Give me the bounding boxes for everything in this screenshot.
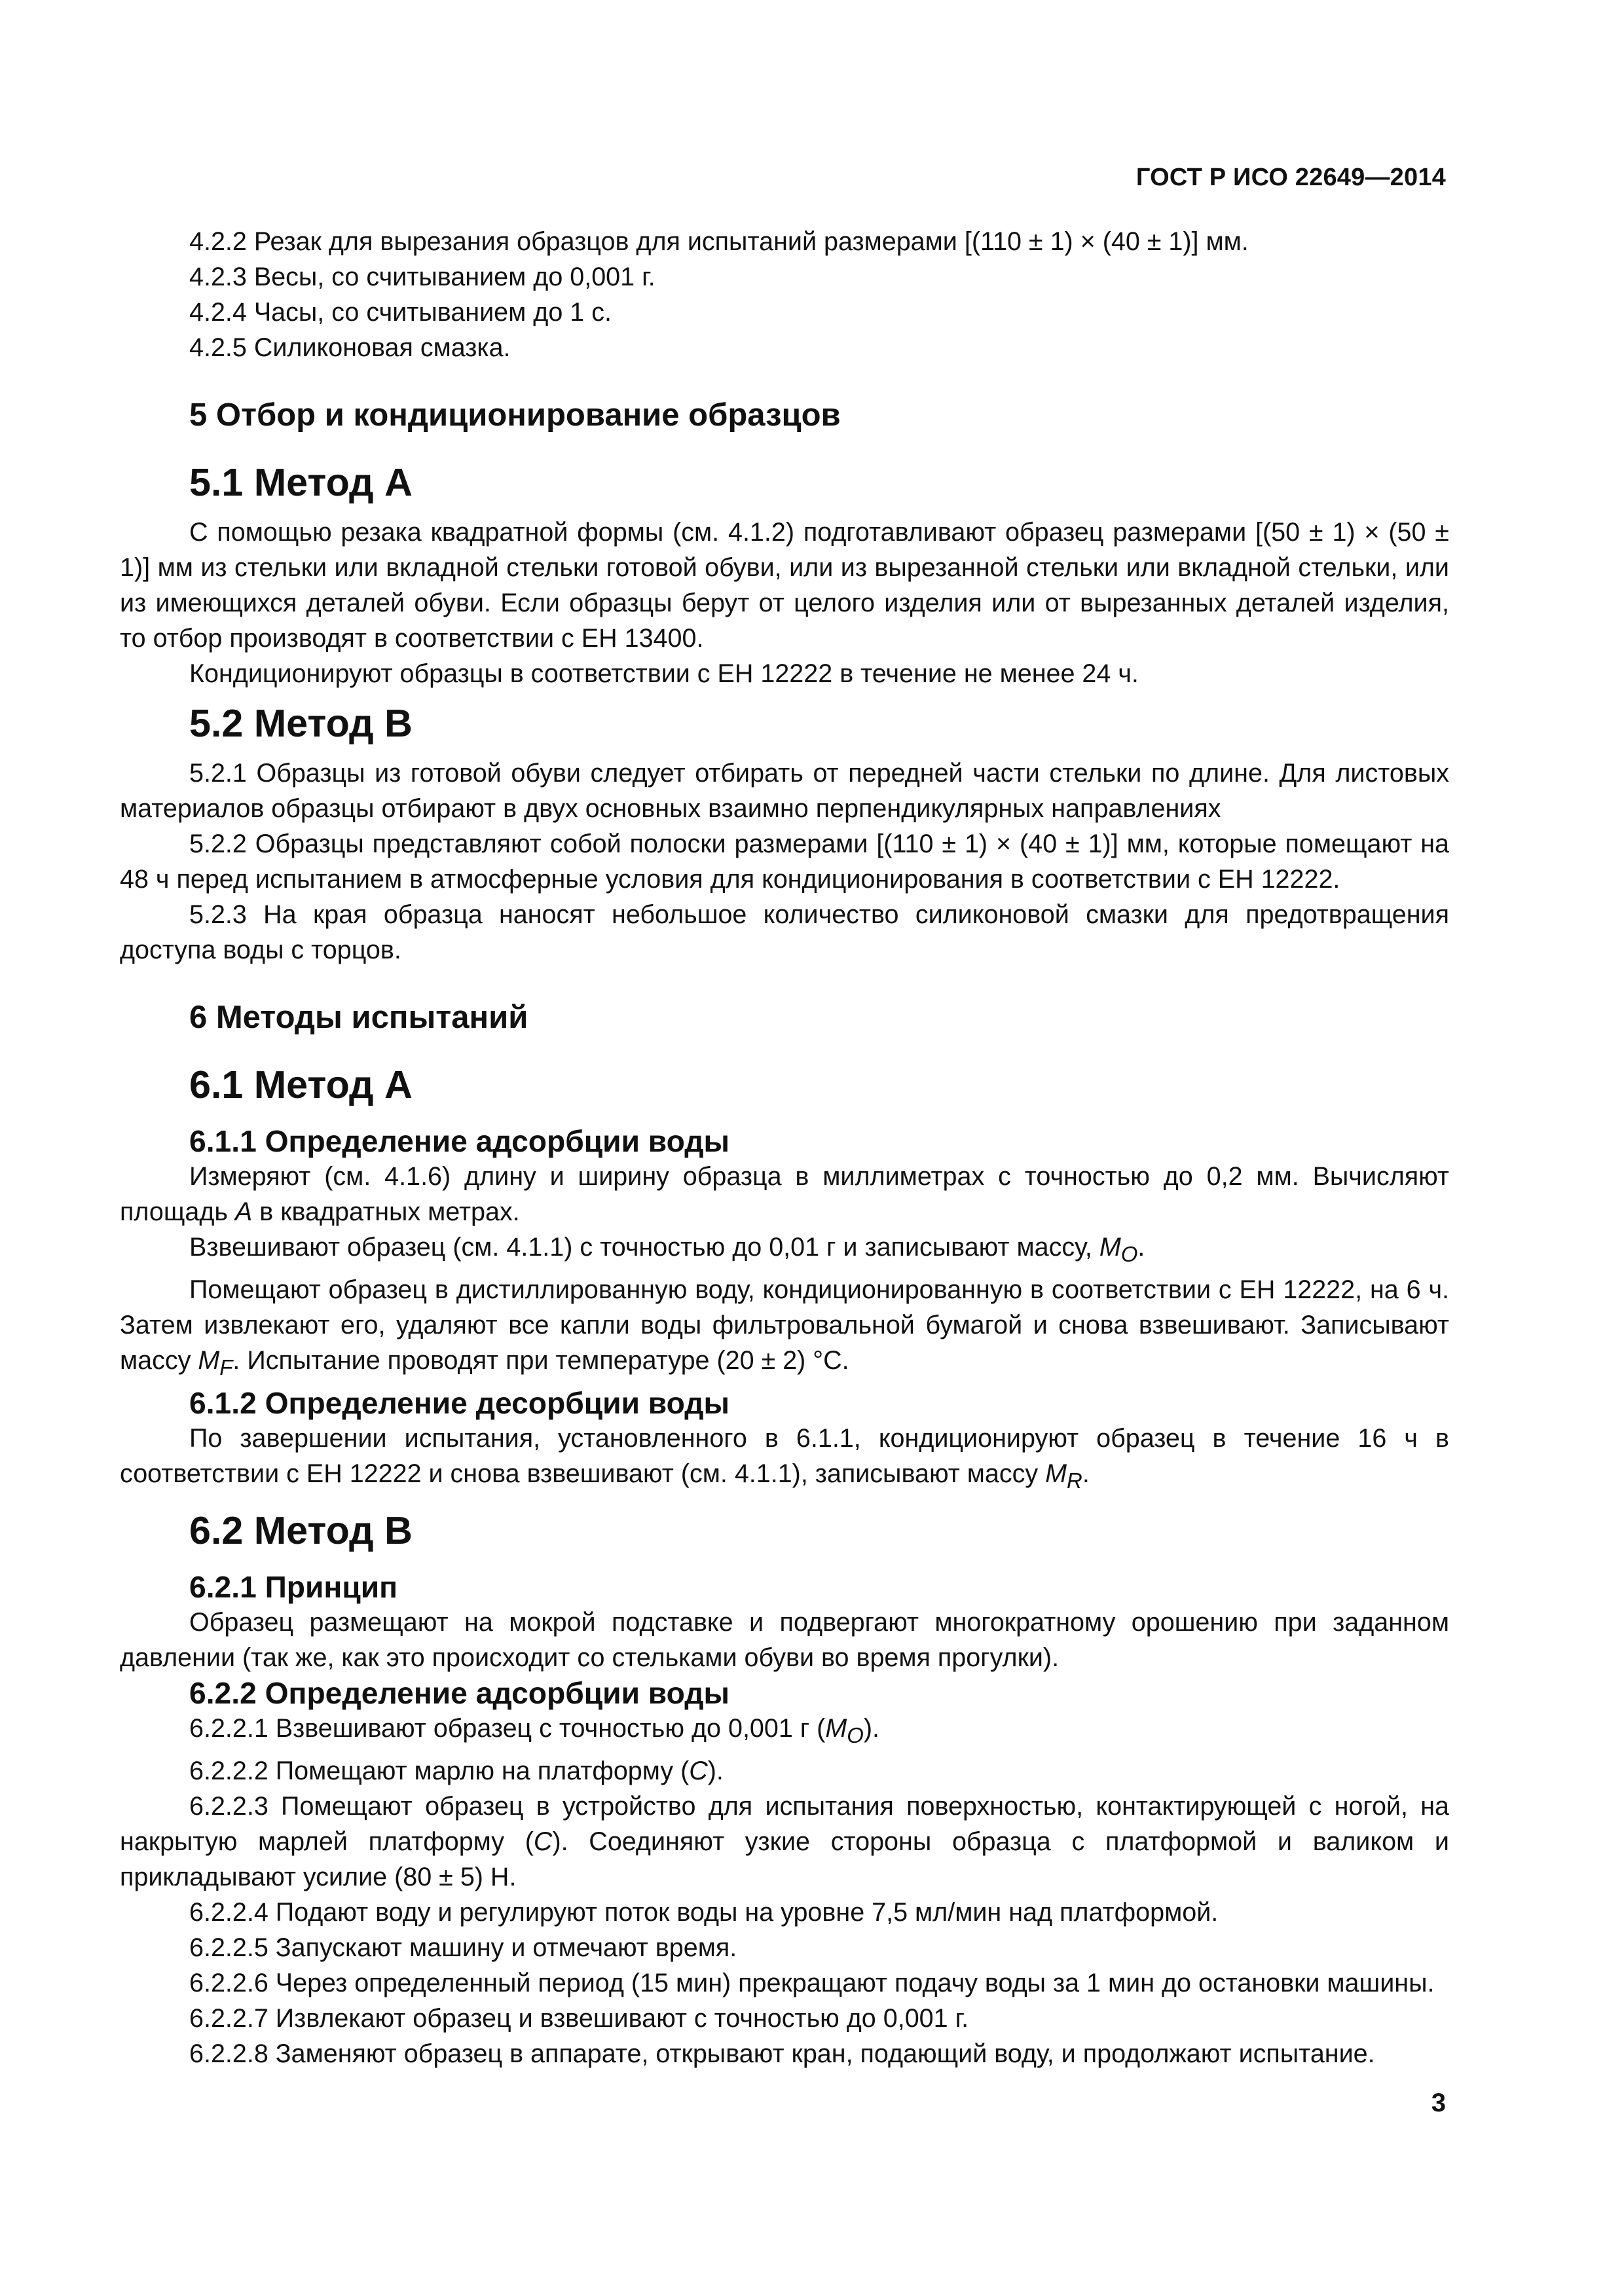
- symbol-mass: M: [1045, 1459, 1067, 1488]
- document-header: ГОСТ Р ИСО 22649—2014: [1135, 164, 1446, 191]
- list-item: 4.2.5 Силиконовая смазка.: [189, 333, 511, 362]
- paragraph: С помощью резака квадратной формы (см. 4.1.2) подготавливают образец размерами [(50 ± 1) × (50 ± 1)] мм из стельки или вкладной стельки готовой обуви, или из вырезанной стельки или вкладной стельки, или из имеющихся деталей обуви. Если образцы берут от целого изделия или от вырезанных деталей изделия, то отбор производят в соответствии с ЕН 13400.: [120, 518, 1449, 653]
- paragraph: 6.2.2.8 Заменяют образец в аппарате, открывают кран, подающий воду, и продолжают испытание.: [189, 2039, 1375, 2068]
- paragraph: 6.2.2.4 Подают воду и регулируют поток воды на уровне 7,5 мл/мин над платформой.: [189, 1897, 1219, 1927]
- document-body: [120, 224, 1449, 2071]
- subsection-6-1-2-heading: 6.1.2 Определение десорбции воды: [189, 1385, 730, 1420]
- paragraph: 6.2.2.3 Помещают образец в устройство для испытания поверхностью, контактирующей с ногой, на накрытую марлей платформу (C). Соединяют узкие стороны образца с платформой и валиком и прикладывают усилие (80 ± 5) Н.: [120, 1791, 1449, 1891]
- symbol-mass: M: [198, 1345, 220, 1375]
- symbol-mass: M: [825, 1713, 847, 1743]
- paragraph: По завершении испытания, установленного в 6.1.1, кондиционируют образец в течение 16 ч в соответствии с ЕН 12222 и снова взвешивают (см. 4.1.1), записывают массу $M_R$.: [120, 1423, 1449, 1493]
- paragraph: Образец размещают на мокрой подставке и подвергают многократному орошению при заданном давлении (так же, как это происходит со стельками обуви во время прогулки).: [120, 1607, 1449, 1672]
- paragraph: 5.2.3 На края образца наносят небольшое количество силиконовой смазки для предотвращения доступа воды с торцов.: [120, 900, 1449, 964]
- subsection-6-1-heading: 6.1 Метод А: [189, 1063, 413, 1106]
- list-item: 4.2.3 Весы, со считыванием до 0,001 г.: [189, 263, 655, 291]
- list-item: 4.2.4 Часы, со считыванием до 1 с.: [189, 298, 612, 327]
- list-item: 4.2.2 Резак для вырезания образцов для испытаний размерами [(110 ± 1) × (40 ± 1)] мм.: [189, 227, 1249, 256]
- subsection-6-2-2-heading: 6.2.2 Определение адсорбции воды: [189, 1675, 730, 1710]
- symbol-area: A: [234, 1197, 253, 1226]
- paragraph: 6.2.2.6 Через определенный период (15 мин) прекращают подачу воды за 1 мин до остановки машины.: [189, 1968, 1435, 1997]
- page-number: 3: [1431, 2088, 1446, 2117]
- subsection-6-2-1-heading: 6.2.1 Принцип: [189, 1569, 398, 1604]
- paragraph: 6.2.2.1 Взвешивают образец с точностью до 0,001 г $(M_O)$.: [189, 1713, 879, 1747]
- paragraph: Кондиционируют образцы в соответствии с ЕН 12222 в течение не менее 24 ч.: [189, 659, 1139, 688]
- subsection-5-2-heading: 5.2 Метод В: [189, 701, 413, 745]
- subsection-6-2-heading: 6.2 Метод В: [189, 1508, 413, 1552]
- paragraph: 5.2.2 Образцы представляют собой полоски размерами [(110 ± 1) × (40 ± 1)] мм, которые помещают на 48 ч перед испытанием в атмосферные условия для кондиционирования в соответствии с ЕН 12222.: [120, 829, 1449, 894]
- paragraph: 5.2.1 Образцы из готовой обуви следует отбирать от передней части стельки по длине. Для листовых материалов образцы отбирают в двух основных взаимно перпендикулярных направлениях: [120, 759, 1449, 823]
- section-5-heading: 5 Отбор и кондиционирование образцов: [189, 397, 841, 433]
- symbol-mass: M: [1099, 1233, 1121, 1262]
- paragraph: Помещают образец в дистиллированную воду, кондиционированную в соответствии с ЕН 12222, на 6 ч. Затем извлекают его, удаляют все капли воды фильтровальной бумагой и снова взвешивают. Записывают массу $M_F$. Испытание проводят при температуре (20 ± 2) °С.: [120, 1275, 1449, 1379]
- paragraph: Взвешивают образец (см. 4.1.1) с точностью до 0,01 г и записывают массу, $M_O$.: [189, 1233, 1145, 1266]
- paragraph: Измеряют (см. 4.1.6) длину и ширину образца в миллиметрах с точностью до 0,2 мм. Вычисляют площадь A в квадратных метрах.: [120, 1162, 1449, 1226]
- paragraph: 6.2.2.5 Запускают машину и отмечают время.: [189, 1933, 737, 1962]
- symbol-platform: C: [533, 1827, 553, 1856]
- section-6-heading: 6 Методы испытаний: [189, 1000, 528, 1035]
- paragraph: 6.2.2.7 Извлекают образец и взвешивают с точностью до 0,001 г.: [189, 2003, 969, 2033]
- symbol-platform: C: [689, 1756, 708, 1785]
- subsection-5-1-heading: 5.1 Метод А: [189, 460, 413, 504]
- paragraph: 6.2.2.2 Помещают марлю на платформу (C).: [189, 1756, 724, 1785]
- subsection-6-1-1-heading: 6.1.1 Определение адсорбции воды: [189, 1124, 730, 1158]
